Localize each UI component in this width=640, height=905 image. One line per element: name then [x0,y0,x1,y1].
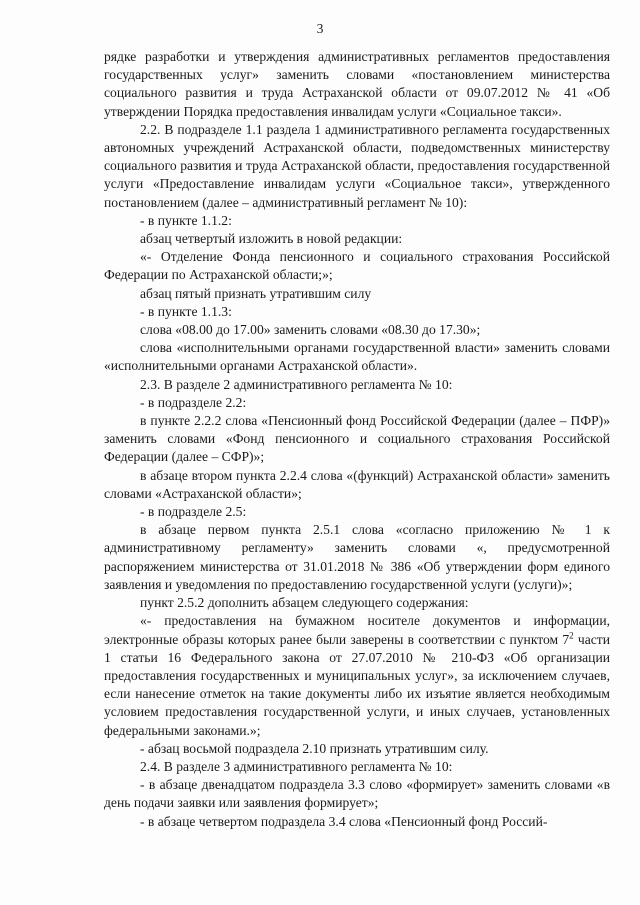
paragraph: в абзаце втором пункта 2.2.4 слова «(функций) Астраханской области» заменить словами «Астраханской области»; [104,467,610,501]
paragraph: - абзац восьмой подраздела 2.10 признать утратившим силу. [140,740,489,756]
paragraph: в пункте 2.2.2 слова «Пенсионный фонд Российской Федерации (далее – ПФР)» заменить словами «Фонд пенсионного и социального страхования Российской Федерации (далее – СФР)»; [104,413,610,465]
paragraph: 2.2. В подразделе 1.1 раздела 1 административного регламента государственных автономных учреждений Астраханской области, подведомственных министерству социального развития и труда Астраханской области, предоставления государственной услуги «Предоставление инвалидам услуги «Социальное такси», утвержденного постановлением (далее – административный регламент № 10): [104,121,610,210]
paragraph: - в подразделе 2.5: [140,504,247,520]
paragraph: 2.4. В разделе 3 административного регламента № 10: [140,758,453,774]
paragraph [104,612,610,739]
page-number: 3 [316,21,324,36]
paragraph: - в пункте 1.1.2: [140,212,232,228]
paragraph: в абзаце первом пункта 2.5.1 слова «согласно приложению № 1 к административному регламенту» заменить словами «, предусмотренной распоряжением министерства от 31.01.2018 № 386 «Об утверждении форм единого заявления и уведомления по предоставлению государственной услуги (услуги)»; [104,522,610,592]
paragraph-text-part: «- предоставления на бумажном носителе документов и информации, электронные образы которых ранее были заверены в соответствии с пунктом 7 [104,613,610,647]
paragraph: «- Отделение Фонда пенсионного и социального страхования Российской Федерации по Астраханской области;»; [104,249,610,283]
paragraph-text-part: части 1 статьи 16 Федерального закона от 27.07.2010 № 210-ФЗ «Об организации предоставления государственных и муниципальных услуг», за исключением случаев, если нанесение отметок на такие документы либо их изъятие является необходимым условием предоставления государственной услуги, и иных случаев, установленных федеральными законами.»; [104,631,610,738]
paragraph: абзац пятый признать утратившим силу [140,285,372,301]
paragraph: абзац четвертый изложить в новой редакции: [140,231,403,247]
paragraph: - в абзаце двенадцатом подраздела 3.3 слово «формирует» заменить словами «в день подачи заявки или заявления формирует»; [104,777,610,811]
paragraph: - в абзаце четвертом подраздела 3.4 слова «Пенсионный фонд Россий- [140,813,548,829]
paragraph: - в пункте 1.1.3: [140,303,232,319]
paragraph: 2.3. В разделе 2 административного регламента № 10: [140,376,453,392]
paragraph: слова «исполнительными органами государственной власти» заменить словами «исполнительными органами Астраханской области». [104,340,610,374]
paragraph: рядке разработки и утверждения административных регламентов предоставления государственных услуг» заменить словами «постановлением министерства социального развития и труда Астраханской области от 09.07.2012 № 41 «Об утверждении Порядка предоставления инвалидам услуги «Социальное такси». [104,49,610,119]
paragraph: - в подразделе 2.2: [140,394,247,410]
superscript: 2 [569,629,574,640]
document-body [104,48,610,831]
paragraph: пункт 2.5.2 дополнить абзацем следующего содержания: [140,595,469,611]
paragraph: слова «08.00 до 17.00» заменить словами «08.30 до 17.30»; [140,322,481,338]
